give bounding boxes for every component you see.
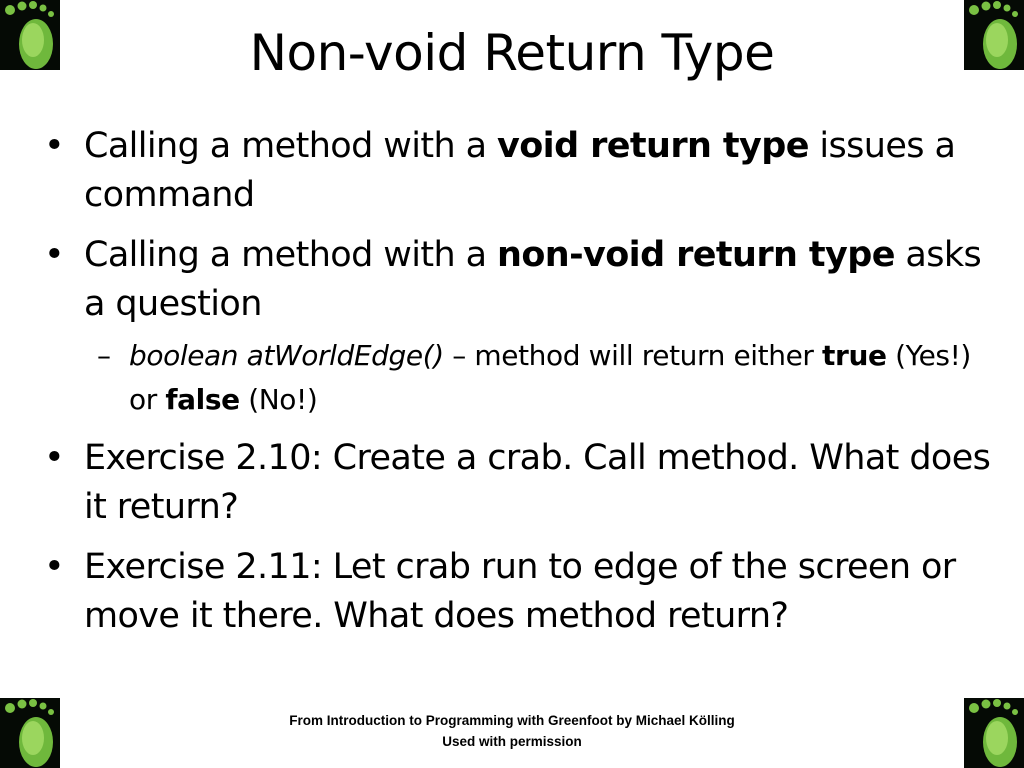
bullet-exercise-2-11: • Exercise 2.11: Let crab run to edge of the screen or move it there. What does method return? — [42, 543, 1002, 641]
keyword-true: true — [822, 339, 887, 372]
bullet-dot-icon: • — [44, 547, 65, 587]
bold-void-return-type: void return type — [497, 126, 809, 166]
bullet-dot-icon: • — [44, 235, 65, 275]
bullet-void-return: • Calling a method with a void return type issues a command — [42, 122, 1002, 220]
method-signature: boolean atWorldEdge() — [129, 339, 444, 372]
keyword-false: false — [165, 383, 240, 416]
bullet-dot-icon: • — [44, 126, 65, 166]
bullet-non-void-return: • Calling a method with a non-void return type asks a question — [42, 231, 1002, 329]
slide-title: Non-void Return Type — [249, 24, 775, 82]
bullet-exercise-2-10: • Exercise 2.10: Create a crab. Call method. What does it return? — [42, 434, 1002, 532]
slide-body — [42, 122, 1002, 652]
footer-source: From Introduction to Programming with Greenfoot by Michael Kölling — [289, 713, 735, 728]
footer-permission: Used with permission — [442, 734, 582, 749]
bullet-dot-icon: • — [44, 438, 65, 478]
sub-bullet-at-world-edge: – boolean atWorldEdge() – method will return either true (Yes!) or false (No!) — [97, 334, 1002, 422]
attribution-footer — [0, 710, 1024, 752]
bold-non-void-return-type: non-void return type — [497, 235, 895, 275]
dash-bullet-icon: – — [97, 339, 111, 372]
